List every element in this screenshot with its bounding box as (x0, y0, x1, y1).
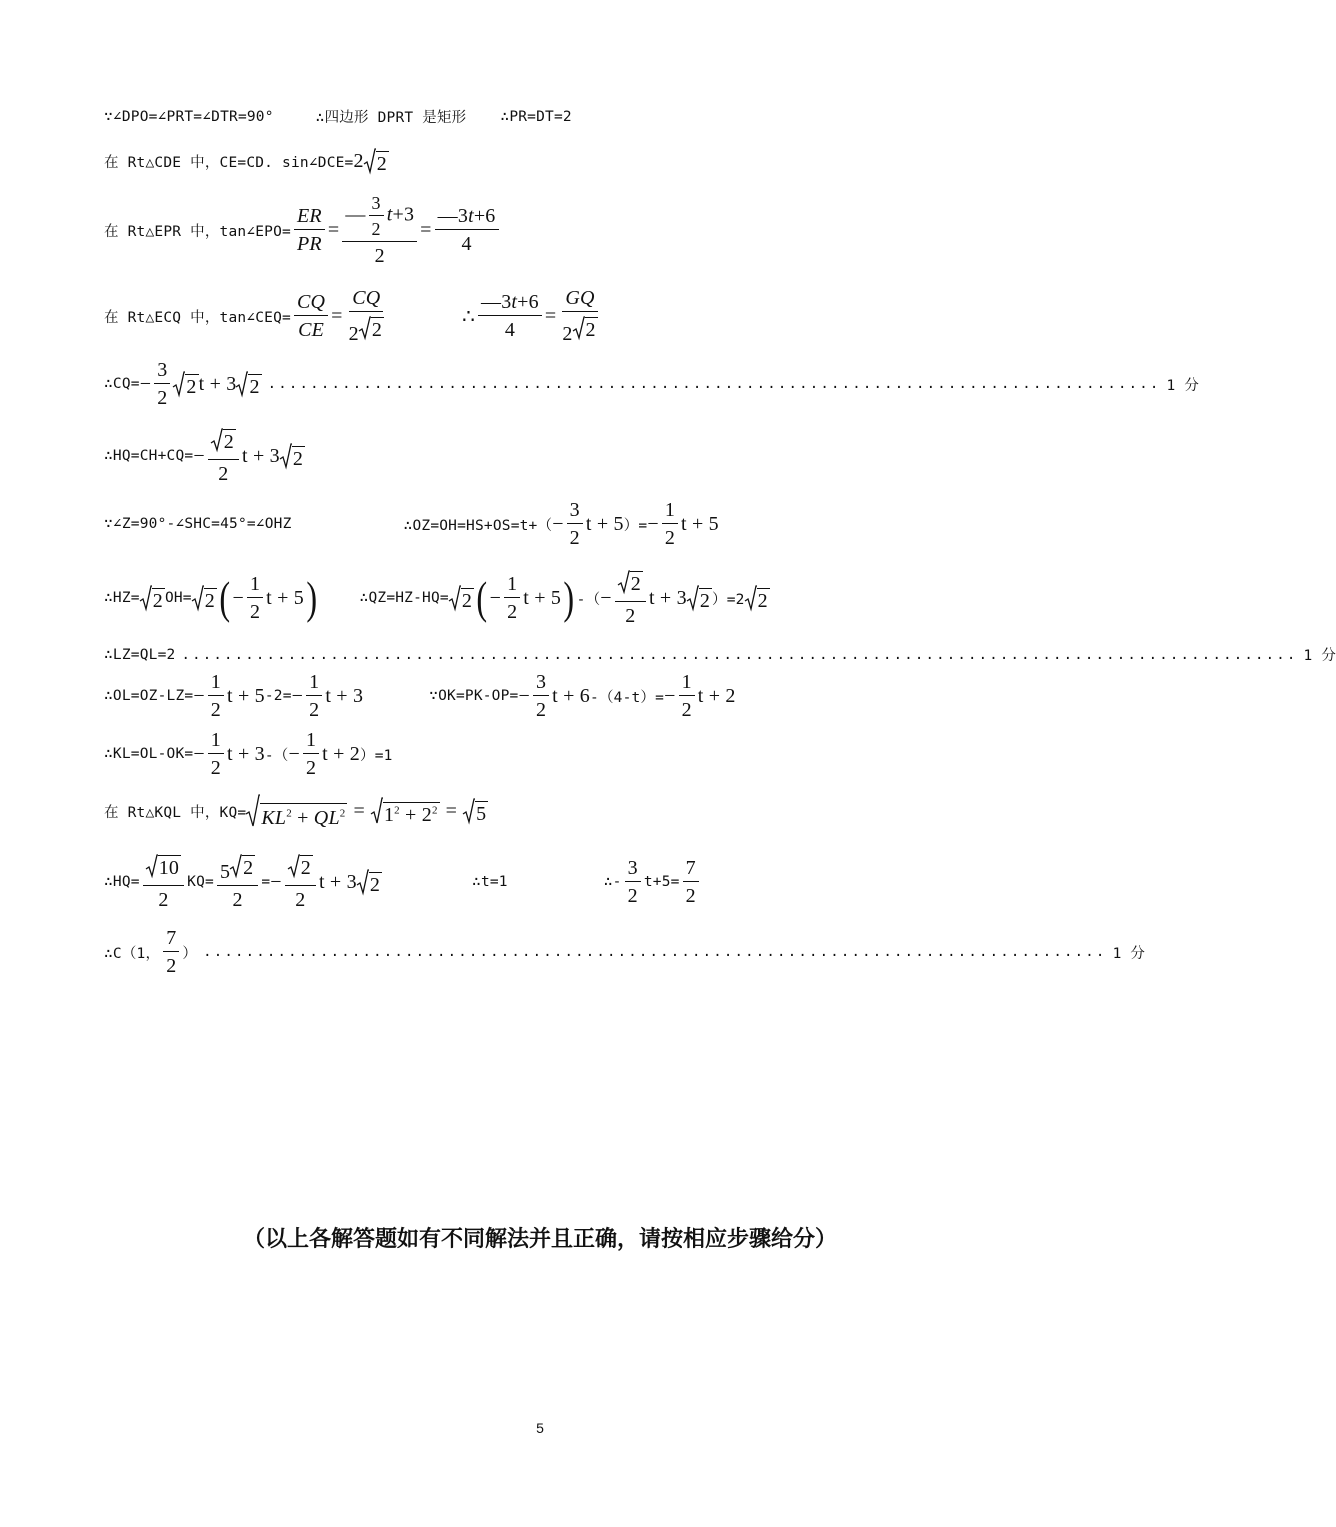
text-hz-label: ∴HZ= (104, 590, 140, 606)
text-tan-epo-label: 在 Rt△EPR 中，tan∠EPO= (104, 223, 291, 240)
page-number: 5 (536, 1420, 544, 1436)
text-hq-label: ∴HQ=CH+CQ= (104, 448, 194, 464)
line-ol-ok: ∴OL=OZ-LZ= − $\frac{1}{2}$ t + 5 -2= − $\frac{1}{2}$ t + 3 ∵OK=PK-OP= − $\frac{3}{2}$ t + 6 -（4-t）= − $\frac{1}{2}$ t + 2 (104, 671, 736, 721)
text-oz: ∴OZ=OH=HS+OS=t+（ (403, 517, 553, 534)
text-lz: ∴LZ=QL=2 (104, 646, 176, 663)
text-cq-label: ∴CQ= (104, 376, 140, 392)
text-ce-label: 在 Rt△CDE 中，CE=CD. sin∠DCE= (104, 154, 354, 171)
text-4-t: -（4-t）= (590, 689, 665, 706)
text-rectangle: ∴四边形 DPRT 是矩形 (315, 110, 467, 126)
line-hq: ∴HQ=CH+CQ= − $\frac{2}{2}$ t + 3 2 (104, 428, 305, 484)
line-kq: 在 Rt△KQL 中，KQ= $KL^2 + QL^2$ = $1^2 + 2^2$ = 5 (104, 794, 488, 828)
line-tan-ceq: 在 Rt△ECQ 中，tan∠CEQ= $\frac{CQ}{CE}$ = CQ 2 2 ∴ $\frac{—3t+6}{4}$ = GQ 2 2 (104, 287, 596, 345)
grading-note: （以上各解答题如有不同解法并且正确，请按相应步骤给分） (242, 1227, 837, 1252)
text-kq2-label: KQ= (187, 874, 214, 890)
text-oz-eq: ）= (623, 517, 648, 534)
text-pr-dt: ∴PR=DT=2 (500, 108, 572, 125)
line-kl: ∴KL=OL-OK= − $\frac{1}{2}$ t + 3 -（ − $\frac{1}{2}$ t + 2 ）=1 (104, 729, 393, 779)
text-kl-result: ）=1 (360, 747, 393, 764)
line-tan-epo: 在 Rt△EPR 中，tan∠EPO= $\frac{ER}{PR}$ = — $\frac{3}{2}$ t+3 2 = $\frac{—3t+6}{4}$ (104, 194, 502, 266)
text-kl-label: ∴KL=OL-OK= (104, 746, 194, 762)
text-c-open: ∴C（1， (104, 945, 161, 962)
line-hz-qz: ∴HZ= 2 OH= 2 ( − $\frac{1}{2}$ t + 5 ) ∴QZ=HZ-HQ= 2 ( − $\frac{1}{2}$ t + 5 ) -（ − $\frac{2}{2}$ t + 3 2 ）=2 2 (104, 572, 768, 627)
text-ol-label: ∴OL=OZ-LZ= (104, 688, 194, 704)
score-1: 1 分 (1166, 377, 1200, 394)
line-lz: ∴LZ=QL=2 ......................................................................................................... 1 分 (104, 644, 976, 665)
text-eq: = (261, 874, 271, 890)
text-angle-z: ∵∠Z=90°-∠SHC=45°=∠OHZ (104, 516, 292, 532)
text-hq2-label: ∴HQ= (104, 874, 140, 890)
text-angle-equal: ∵∠DPO=∠PRT=∠DTR=90° (104, 108, 274, 125)
text-kq-label: 在 Rt△KQL 中，KQ= (104, 804, 247, 821)
line-ce: 在 Rt△CDE 中，CE=CD. sin∠DCE= 2 2 (104, 149, 387, 175)
text-ok-label: ∵OK=PK-OP= (429, 688, 519, 704)
line-c-coord: ∴C（1， $\frac{7}{2}$ ） ..................................................................................... 1 分 (104, 927, 1146, 977)
text-c-close: ） (182, 945, 198, 962)
line-rectangle-proof (104, 106, 572, 127)
text-oh-label: OH= (164, 590, 192, 606)
text-t-equals-1: ∴t=1 (472, 874, 508, 890)
text-tan-ceq-label: 在 Rt△ECQ 中，tan∠CEQ= (104, 309, 291, 326)
line-cq: ∴CQ= − $\frac{3}{2}$ 2 t + 3 2 .................................................................................... 1 分 (104, 359, 1200, 409)
line-hq-t: ∴HQ= $\frac{10}{2}$ KQ= 5 2 2 = − $\frac{2}{2}$ t + 3 2 ∴t=1 ∴- $\frac{3}{2}$ t+5= $\frac{7}{2}$ (104, 854, 702, 910)
text-minus-paren: -（ (576, 591, 601, 608)
text-t-plus-5: t+5= (643, 874, 680, 890)
text-kl-minus: -（ (264, 747, 289, 764)
text-therefore-minus: ∴- (603, 874, 622, 890)
text-qz-result: ）=2 (712, 591, 745, 608)
score-2: 1 分 (1303, 648, 1336, 664)
score-3: 1 分 (1112, 945, 1146, 962)
line-oz: ∵∠Z=90°-∠SHC=45°=∠OHZ ∴OZ=OH=HS+OS=t+（ − $\frac{3}{2}$ t + 5 ）= − $\frac{1}{2}$ t + 5 (104, 499, 719, 549)
text-minus2: -2= (264, 688, 292, 704)
text-qz-label: ∴QZ=HZ-HQ= (359, 590, 449, 606)
